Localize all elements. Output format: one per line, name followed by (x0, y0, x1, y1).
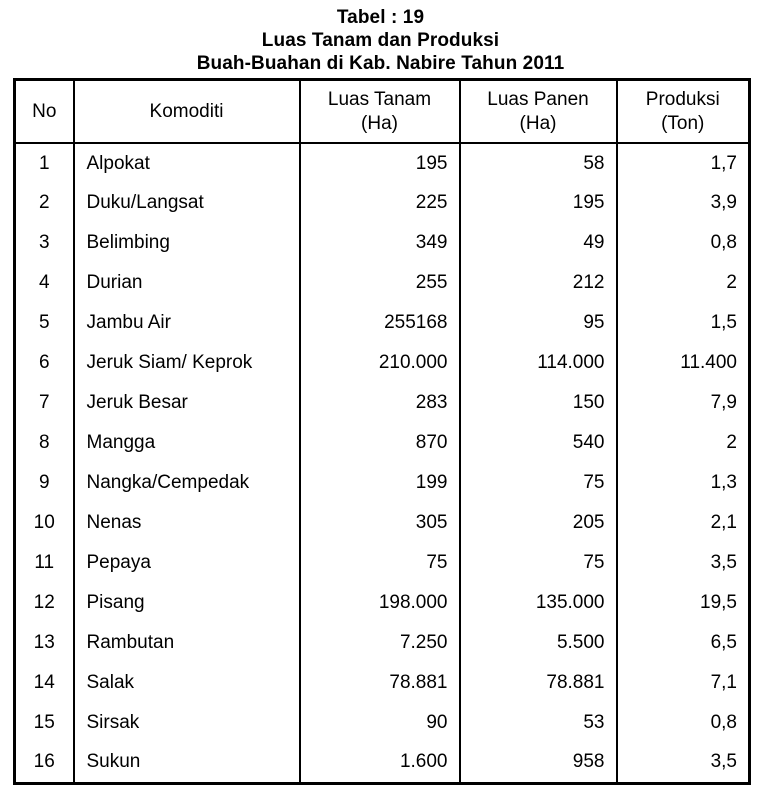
cell-produksi: 1,7 (710, 152, 737, 174)
table-row (15, 463, 750, 503)
cell-no: 8 (15, 423, 74, 463)
table-row (15, 703, 750, 743)
cell-luas-panen: 212 (460, 263, 617, 303)
cell-no: 9 (15, 463, 74, 503)
cell-luas-tanam: 870 (300, 423, 460, 463)
cell-no: 10 (15, 503, 74, 543)
header-row (15, 80, 750, 144)
table-row (15, 223, 750, 263)
cell-produksi: 7,9 (710, 392, 737, 413)
column-header-komoditi-label: Komoditi (149, 101, 224, 122)
cell-luas-panen: 58 (460, 143, 617, 183)
cell-produksi: 3,5 (710, 552, 737, 573)
cell-luas-panen: 958 (460, 743, 617, 783)
cell-produksi: 3,5 (710, 751, 737, 773)
cell-luas-tanam: 305 (300, 503, 460, 543)
column-header-luas-tanam-unit: (Ha) (361, 113, 398, 134)
column-header-luas-panen-label: Luas Panen (487, 89, 589, 110)
cell-luas-tanam: 198.000 (300, 583, 460, 623)
cell-luas-tanam: 195 (300, 143, 460, 183)
column-header-luas-tanam (300, 80, 460, 144)
column-header-produksi-unit: (Ton) (661, 113, 705, 134)
cell-luas-tanam: 75 (300, 543, 460, 583)
cell-no: 6 (15, 343, 74, 383)
table-row (15, 623, 750, 663)
cell-produksi: 19,5 (700, 592, 737, 613)
cell-komoditi: Sukun (74, 743, 300, 783)
table-row (15, 663, 750, 703)
column-header-komoditi (74, 80, 300, 144)
cell-luas-tanam: 283 (300, 383, 460, 423)
cell-komoditi: Sirsak (74, 703, 300, 743)
column-header-no (15, 80, 74, 144)
cell-no: 14 (15, 663, 74, 703)
column-header-produksi (617, 80, 750, 144)
cell-no: 1 (15, 143, 74, 183)
cell-komoditi: Duku/Langsat (74, 183, 300, 223)
table-row (15, 343, 750, 383)
table-row (15, 143, 750, 183)
cell-komoditi: Nenas (74, 503, 300, 543)
cell-produksi: 0,8 (710, 712, 737, 733)
table-container (13, 78, 748, 785)
cell-komoditi: Salak (74, 663, 300, 703)
cell-produksi: 1,5 (710, 312, 737, 333)
column-header-luas-tanam-label: Luas Tanam (327, 89, 432, 110)
cell-luas-panen: 5.500 (460, 623, 617, 663)
column-header-luas-panen-unit: (Ha) (519, 113, 557, 134)
cell-luas-tanam: 90 (300, 703, 460, 743)
cell-luas-panen: 75 (460, 543, 617, 583)
table-row (15, 383, 750, 423)
cell-no: 12 (15, 583, 74, 623)
table-header (15, 80, 750, 144)
cell-luas-tanam: 210.000 (300, 343, 460, 383)
cell-komoditi: Pisang (74, 583, 300, 623)
cell-komoditi: Durian (74, 263, 300, 303)
cell-komoditi: Pepaya (74, 543, 300, 583)
cell-produksi: 2 (726, 272, 737, 293)
title-line-subject: Luas Tanam dan Produksi (261, 30, 500, 51)
cell-komoditi: Jeruk Siam/ Keprok (74, 343, 300, 383)
cell-komoditi: Jeruk Besar (74, 383, 300, 423)
cell-no: 4 (15, 263, 74, 303)
cell-no: 11 (15, 543, 74, 583)
cell-luas-panen: 205 (460, 503, 617, 543)
cell-luas-panen: 135.000 (460, 583, 617, 623)
fruit-production-table (13, 78, 751, 785)
cell-no: 16 (15, 743, 74, 783)
table-row (15, 263, 750, 303)
table-row (15, 423, 750, 463)
cell-luas-panen: 195 (460, 183, 617, 223)
cell-produksi: 2 (726, 432, 737, 453)
cell-produksi: 0,8 (710, 232, 737, 253)
cell-luas-panen: 540 (460, 423, 617, 463)
column-header-produksi-label: Produksi (645, 89, 720, 110)
cell-luas-panen: 53 (460, 703, 617, 743)
cell-komoditi: Mangga (74, 423, 300, 463)
cell-no: 5 (15, 303, 74, 343)
table-row (15, 503, 750, 543)
cell-komoditi: Alpokat (74, 143, 300, 183)
cell-komoditi: Belimbing (74, 223, 300, 263)
cell-produksi: 2,1 (710, 512, 737, 533)
cell-luas-panen: 78.881 (460, 663, 617, 703)
cell-luas-tanam: 225 (300, 183, 460, 223)
table-row (15, 543, 750, 583)
cell-produksi: 1,3 (710, 472, 737, 493)
cell-komoditi: Jambu Air (74, 303, 300, 343)
cell-komoditi: Nangka/Cempedak (74, 463, 300, 503)
cell-produksi: 7,1 (710, 672, 737, 693)
cell-luas-panen: 49 (460, 223, 617, 263)
cell-no: 2 (15, 183, 74, 223)
cell-no: 13 (15, 623, 74, 663)
cell-luas-tanam: 349 (300, 223, 460, 263)
cell-no: 3 (15, 223, 74, 263)
cell-luas-panen: 114.000 (460, 343, 617, 383)
cell-luas-tanam: 7.250 (300, 623, 460, 663)
column-header-luas-panen (460, 80, 617, 144)
table-title (0, 0, 761, 75)
cell-luas-panen: 95 (460, 303, 617, 343)
title-line-number: Tabel : 19 (336, 7, 425, 28)
cell-luas-tanam: 255168 (300, 303, 460, 343)
cell-produksi: 6,5 (710, 632, 737, 653)
cell-luas-tanam: 1.600 (300, 743, 460, 783)
cell-luas-tanam: 199 (300, 463, 460, 503)
cell-no: 7 (15, 383, 74, 423)
cell-luas-tanam: 78.881 (300, 663, 460, 703)
cell-no: 15 (15, 703, 74, 743)
title-line-region: Buah-Buahan di Kab. Nabire Tahun 2011 (196, 53, 565, 74)
cell-luas-tanam: 255 (300, 263, 460, 303)
cell-komoditi: Rambutan (74, 623, 300, 663)
table-row (15, 183, 750, 223)
cell-produksi: 11.400 (680, 352, 737, 373)
cell-luas-panen: 75 (460, 463, 617, 503)
column-header-no-label: No (32, 101, 57, 122)
cell-luas-panen: 150 (460, 383, 617, 423)
cell-produksi: 3,9 (710, 192, 737, 213)
table-row (15, 743, 750, 783)
table-row (15, 303, 750, 343)
table-row (15, 583, 750, 623)
table-body (15, 143, 750, 783)
